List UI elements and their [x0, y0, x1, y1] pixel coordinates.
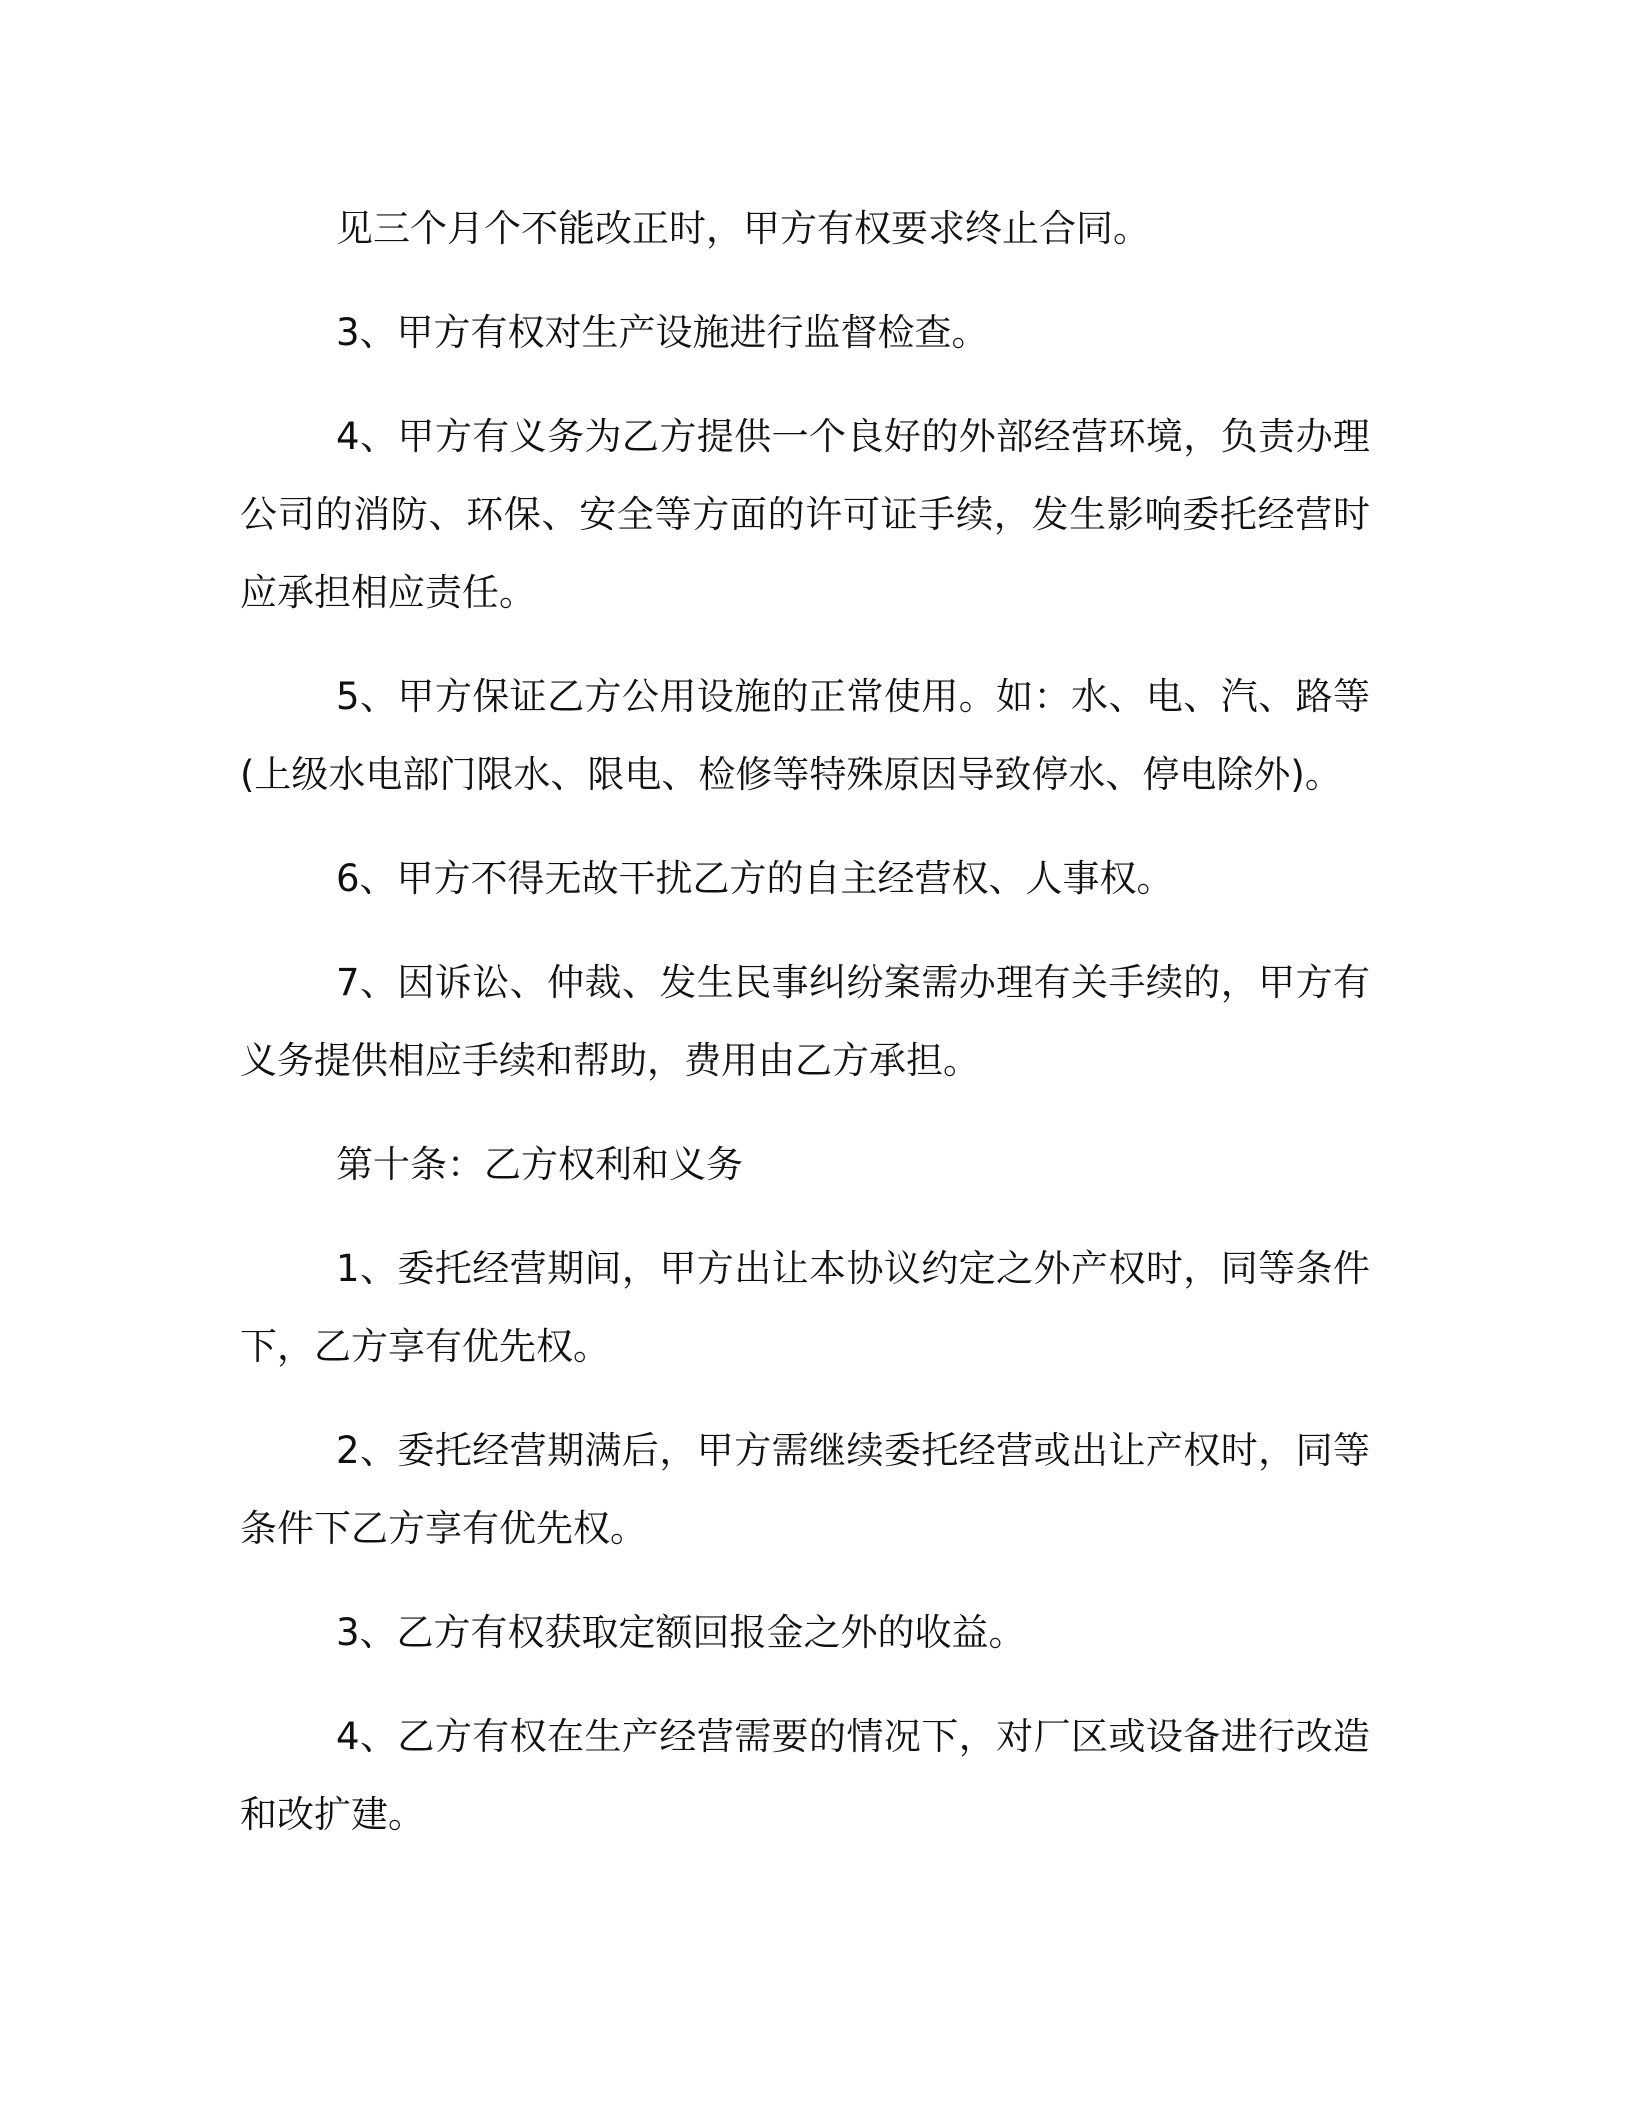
paragraph-party-b-item-1: 1、委托经营期间，甲方出让本协议约定之外产权时，同等条件下，乙方享有优先权。 [240, 1247, 1370, 1368]
paragraph-party-a-item-7: 7、因诉讼、仲裁、发生民事纠纷案需办理有关手续的，甲方有义务提供相应手续和帮助，费用由乙方承担。 [240, 961, 1370, 1082]
paragraph-party-a-item-3: 3、甲方有权对生产设施进行监督检查。 [336, 311, 989, 354]
paragraph-party-b-item-2: 2、委托经营期满后，甲方需继续委托经营或出让产权时，同等条件下乙方享有优先权。 [240, 1429, 1370, 1550]
paragraph-party-a-item-5: 5、甲方保证乙方公用设施的正常使用。如：水、电、汽、路等(上级水电部门限水、限电、检修等特殊原因导致停水、停电除外)。 [240, 675, 1370, 796]
document-body [240, 190, 1370, 1880]
paragraph-continuation: 见三个月个不能改正时，甲方有权要求终止合同。 [336, 207, 1150, 250]
section-heading-article-10: 第十条：乙方权利和义务 [336, 1143, 743, 1186]
paragraph-party-a-item-6: 6、甲方不得无故干扰乙方的自主经营权、人事权。 [336, 857, 1174, 900]
paragraph-party-b-item-4: 4、乙方有权在生产经营需要的情况下，对厂区或设备进行改造和改扩建。 [240, 1715, 1370, 1836]
paragraph-party-a-item-4: 4、甲方有义务为乙方提供一个良好的外部经营环境，负责办理公司的消防、环保、安全等方面的许可证手续，发生影响委托经营时应承担相应责任。 [240, 415, 1370, 614]
paragraph-party-b-item-3: 3、乙方有权获取定额回报金之外的收益。 [336, 1611, 1026, 1654]
